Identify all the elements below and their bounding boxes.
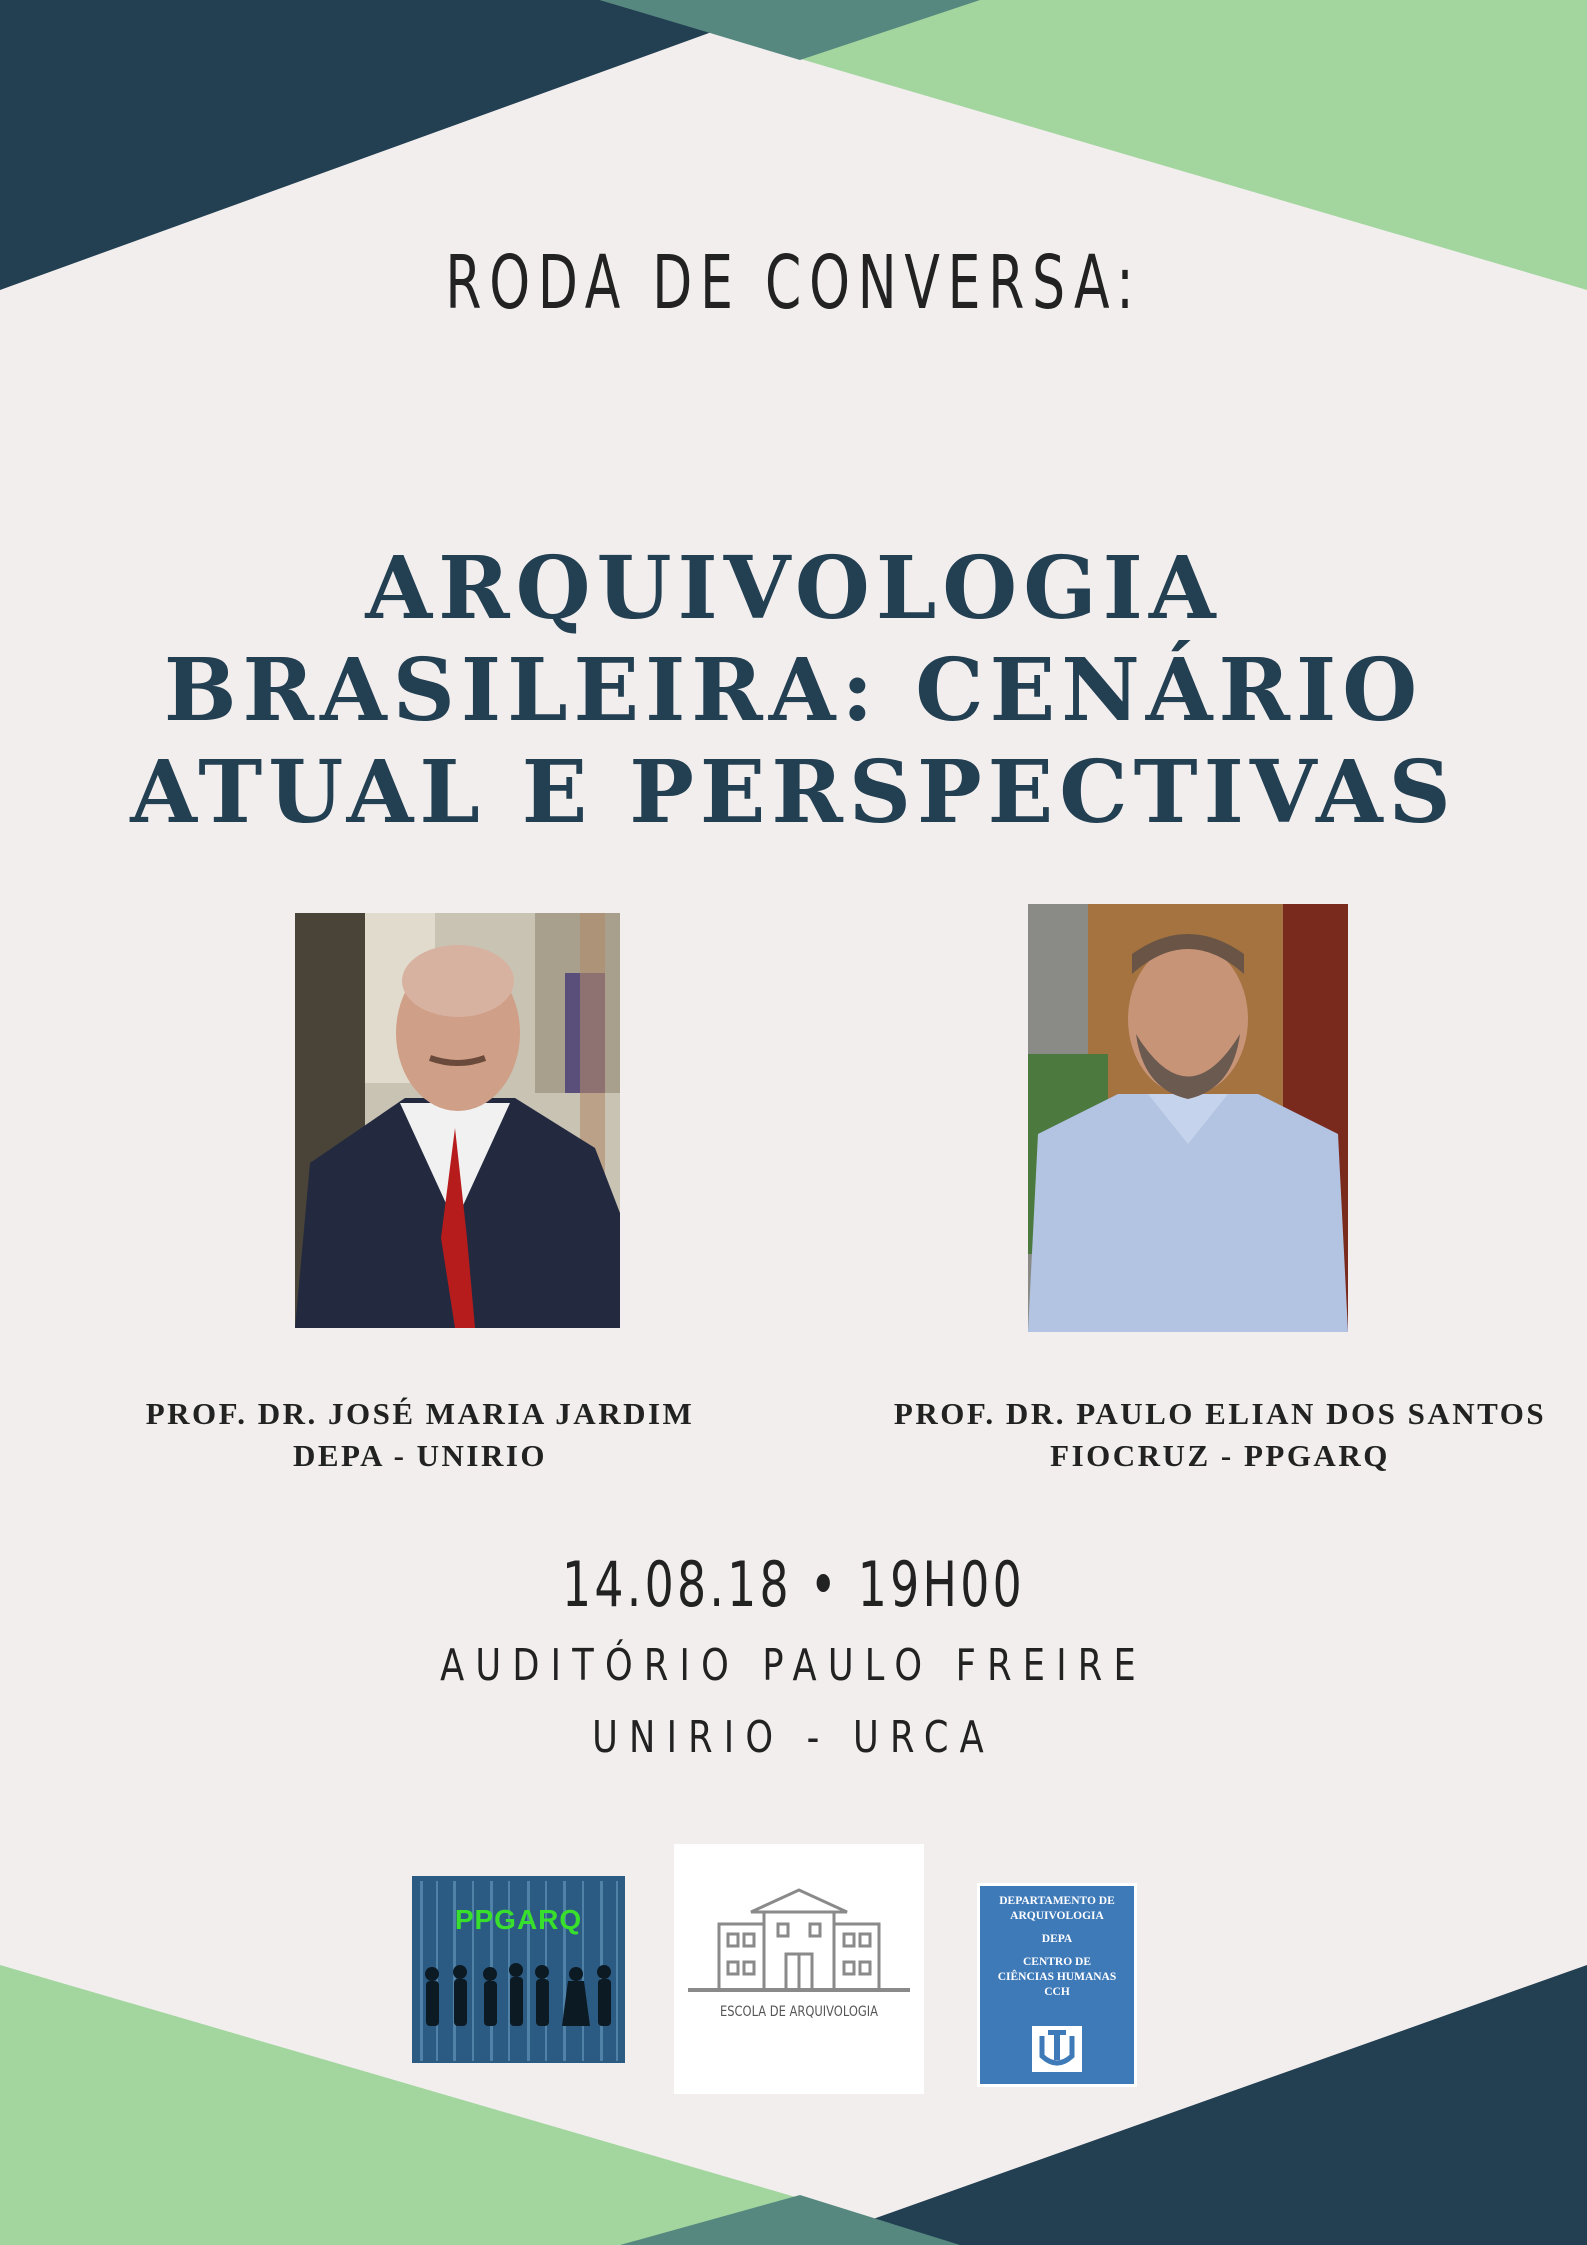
ppgarq-logo-text: PPGARQ (454, 1904, 583, 1935)
title-line-1: ARQUIVOLOGIA (365, 538, 1222, 639)
event-venue: AUDITÓRIO PAULO FREIRE (440, 1640, 1147, 1691)
speaker-1-name: PROF. DR. JOSÉ MARIA JARDIM (145, 1396, 695, 1431)
depa-line-2: ARQUIVOLOGIA (1010, 1910, 1104, 1922)
depa-line-1: DEPARTAMENTO DE (999, 1895, 1115, 1907)
speaker-1-caption (95, 1393, 745, 1477)
escola-logo (674, 1844, 924, 2094)
speaker-photo-1 (295, 913, 620, 1328)
speaker-photo-2 (1028, 904, 1348, 1332)
depa-line-6: CCH (1044, 1986, 1070, 1998)
event-title (0, 538, 1587, 844)
escola-logo-text: ESCOLA DE ARQUIVOLOGIA (719, 2004, 879, 2020)
event-datetime: 14.08.18 • 19H00 (562, 1548, 1025, 1621)
speaker-2-affiliation: FIOCRUZ - PPGARQ (1050, 1438, 1390, 1473)
depa-line-3: DEPA (1041, 1933, 1073, 1945)
speaker-1-affiliation: DEPA - UNIRIO (292, 1438, 548, 1473)
depa-line-4: CENTRO DE (1022, 1956, 1092, 1968)
speaker-2-name: PROF. DR. PAULO ELIAN DOS SANTOS (893, 1396, 1547, 1431)
unirio-emblem-icon (1032, 2026, 1082, 2072)
depa-line-5: CIÊNCIAS HUMANAS (997, 1971, 1117, 1983)
speaker-2-caption (870, 1393, 1570, 1477)
event-kicker: RODA DE CONVERSA: (445, 240, 1142, 326)
depa-logo (977, 1883, 1137, 2087)
title-line-3: ATUAL E PERSPECTIVAS (130, 742, 1457, 843)
title-line-2: BRASILEIRA: CENÁRIO (163, 640, 1424, 741)
ppgarq-logo (412, 1876, 625, 2063)
event-location: UNIRIO - URCA (592, 1712, 995, 1763)
